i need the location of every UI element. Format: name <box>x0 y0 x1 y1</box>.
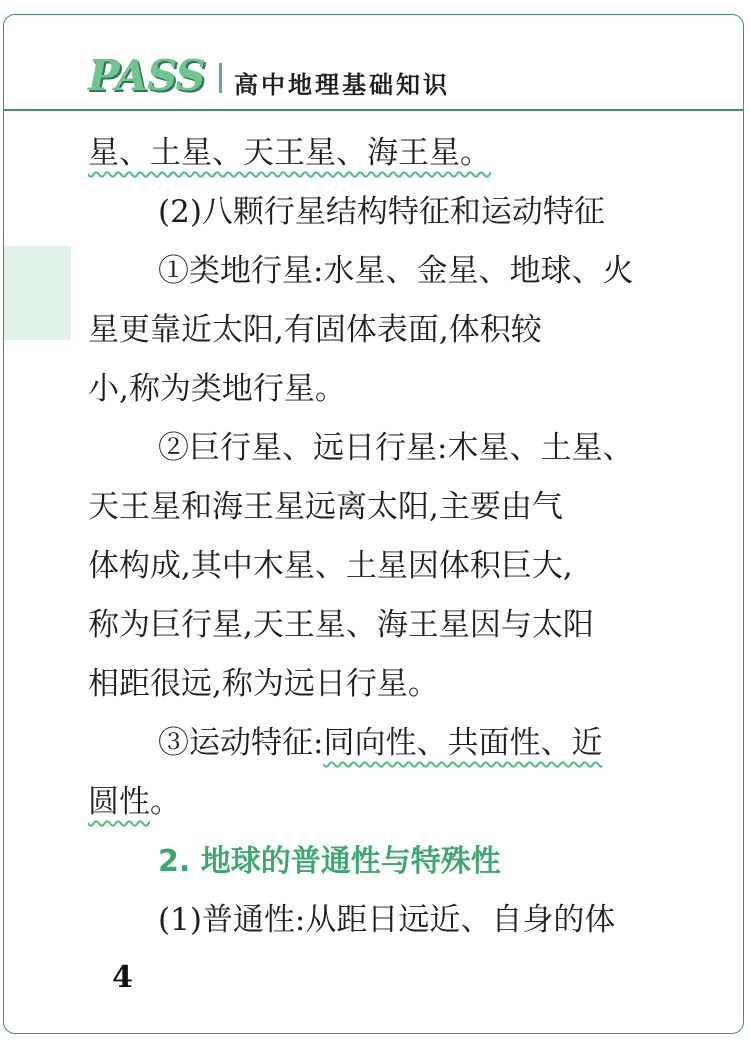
text-line <box>88 419 668 478</box>
text-line <box>88 714 668 773</box>
text-line <box>88 478 668 537</box>
paragraph-text: 体构成,其中木星、土星因体积巨大, <box>88 548 573 584</box>
paragraph-text: 称为巨行星,天王星、海王星因与太阳 <box>88 607 594 643</box>
pass-logo: PASS <box>88 51 205 100</box>
header-divider <box>219 63 222 93</box>
side-tab-marker <box>4 246 71 340</box>
text-line <box>88 360 668 419</box>
book-title: 高中地理基础知识 <box>234 71 450 99</box>
highlighted-text: 星、土星、天王星、海王星。 <box>88 135 491 171</box>
paragraph-text: 小,称为类地行星。 <box>88 371 346 407</box>
subheading-text: (2)八颗行星结构特征和运动特征 <box>158 194 605 230</box>
text-line <box>88 124 668 183</box>
paragraph-text: ①类地行星:水星、金星、地球、火 <box>158 253 634 289</box>
page-header <box>4 15 743 111</box>
page-number: 4 <box>112 960 133 995</box>
paragraph-text: 天王星和海王星远离太阳,主要由气 <box>88 489 563 525</box>
text-line <box>88 891 668 950</box>
paragraph-text: ②巨行星、远日行星:木星、土星、 <box>158 430 634 466</box>
text-line <box>88 655 668 714</box>
paragraph-text: ③运动特征: <box>158 725 324 761</box>
paragraph-text: (1)普通性:从距日远近、自身的体 <box>158 902 616 938</box>
text-line <box>88 242 668 301</box>
paragraph-text: 。 <box>150 784 181 820</box>
page-content <box>88 124 668 950</box>
paragraph-text: 相距很远,称为远日行星。 <box>88 666 439 702</box>
section-heading: 2. 地球的普通性与特殊性 <box>158 844 501 879</box>
text-line <box>88 537 668 596</box>
text-line <box>88 183 668 242</box>
text-line <box>88 832 668 891</box>
highlighted-text: 同向性、共面性、近 <box>323 725 603 761</box>
text-line <box>88 596 668 655</box>
paragraph-text: 星更靠近太阳,有固体表面,体积较 <box>88 312 542 348</box>
highlighted-text: 圆性 <box>88 784 150 820</box>
text-line <box>88 301 668 360</box>
text-line <box>88 773 668 832</box>
